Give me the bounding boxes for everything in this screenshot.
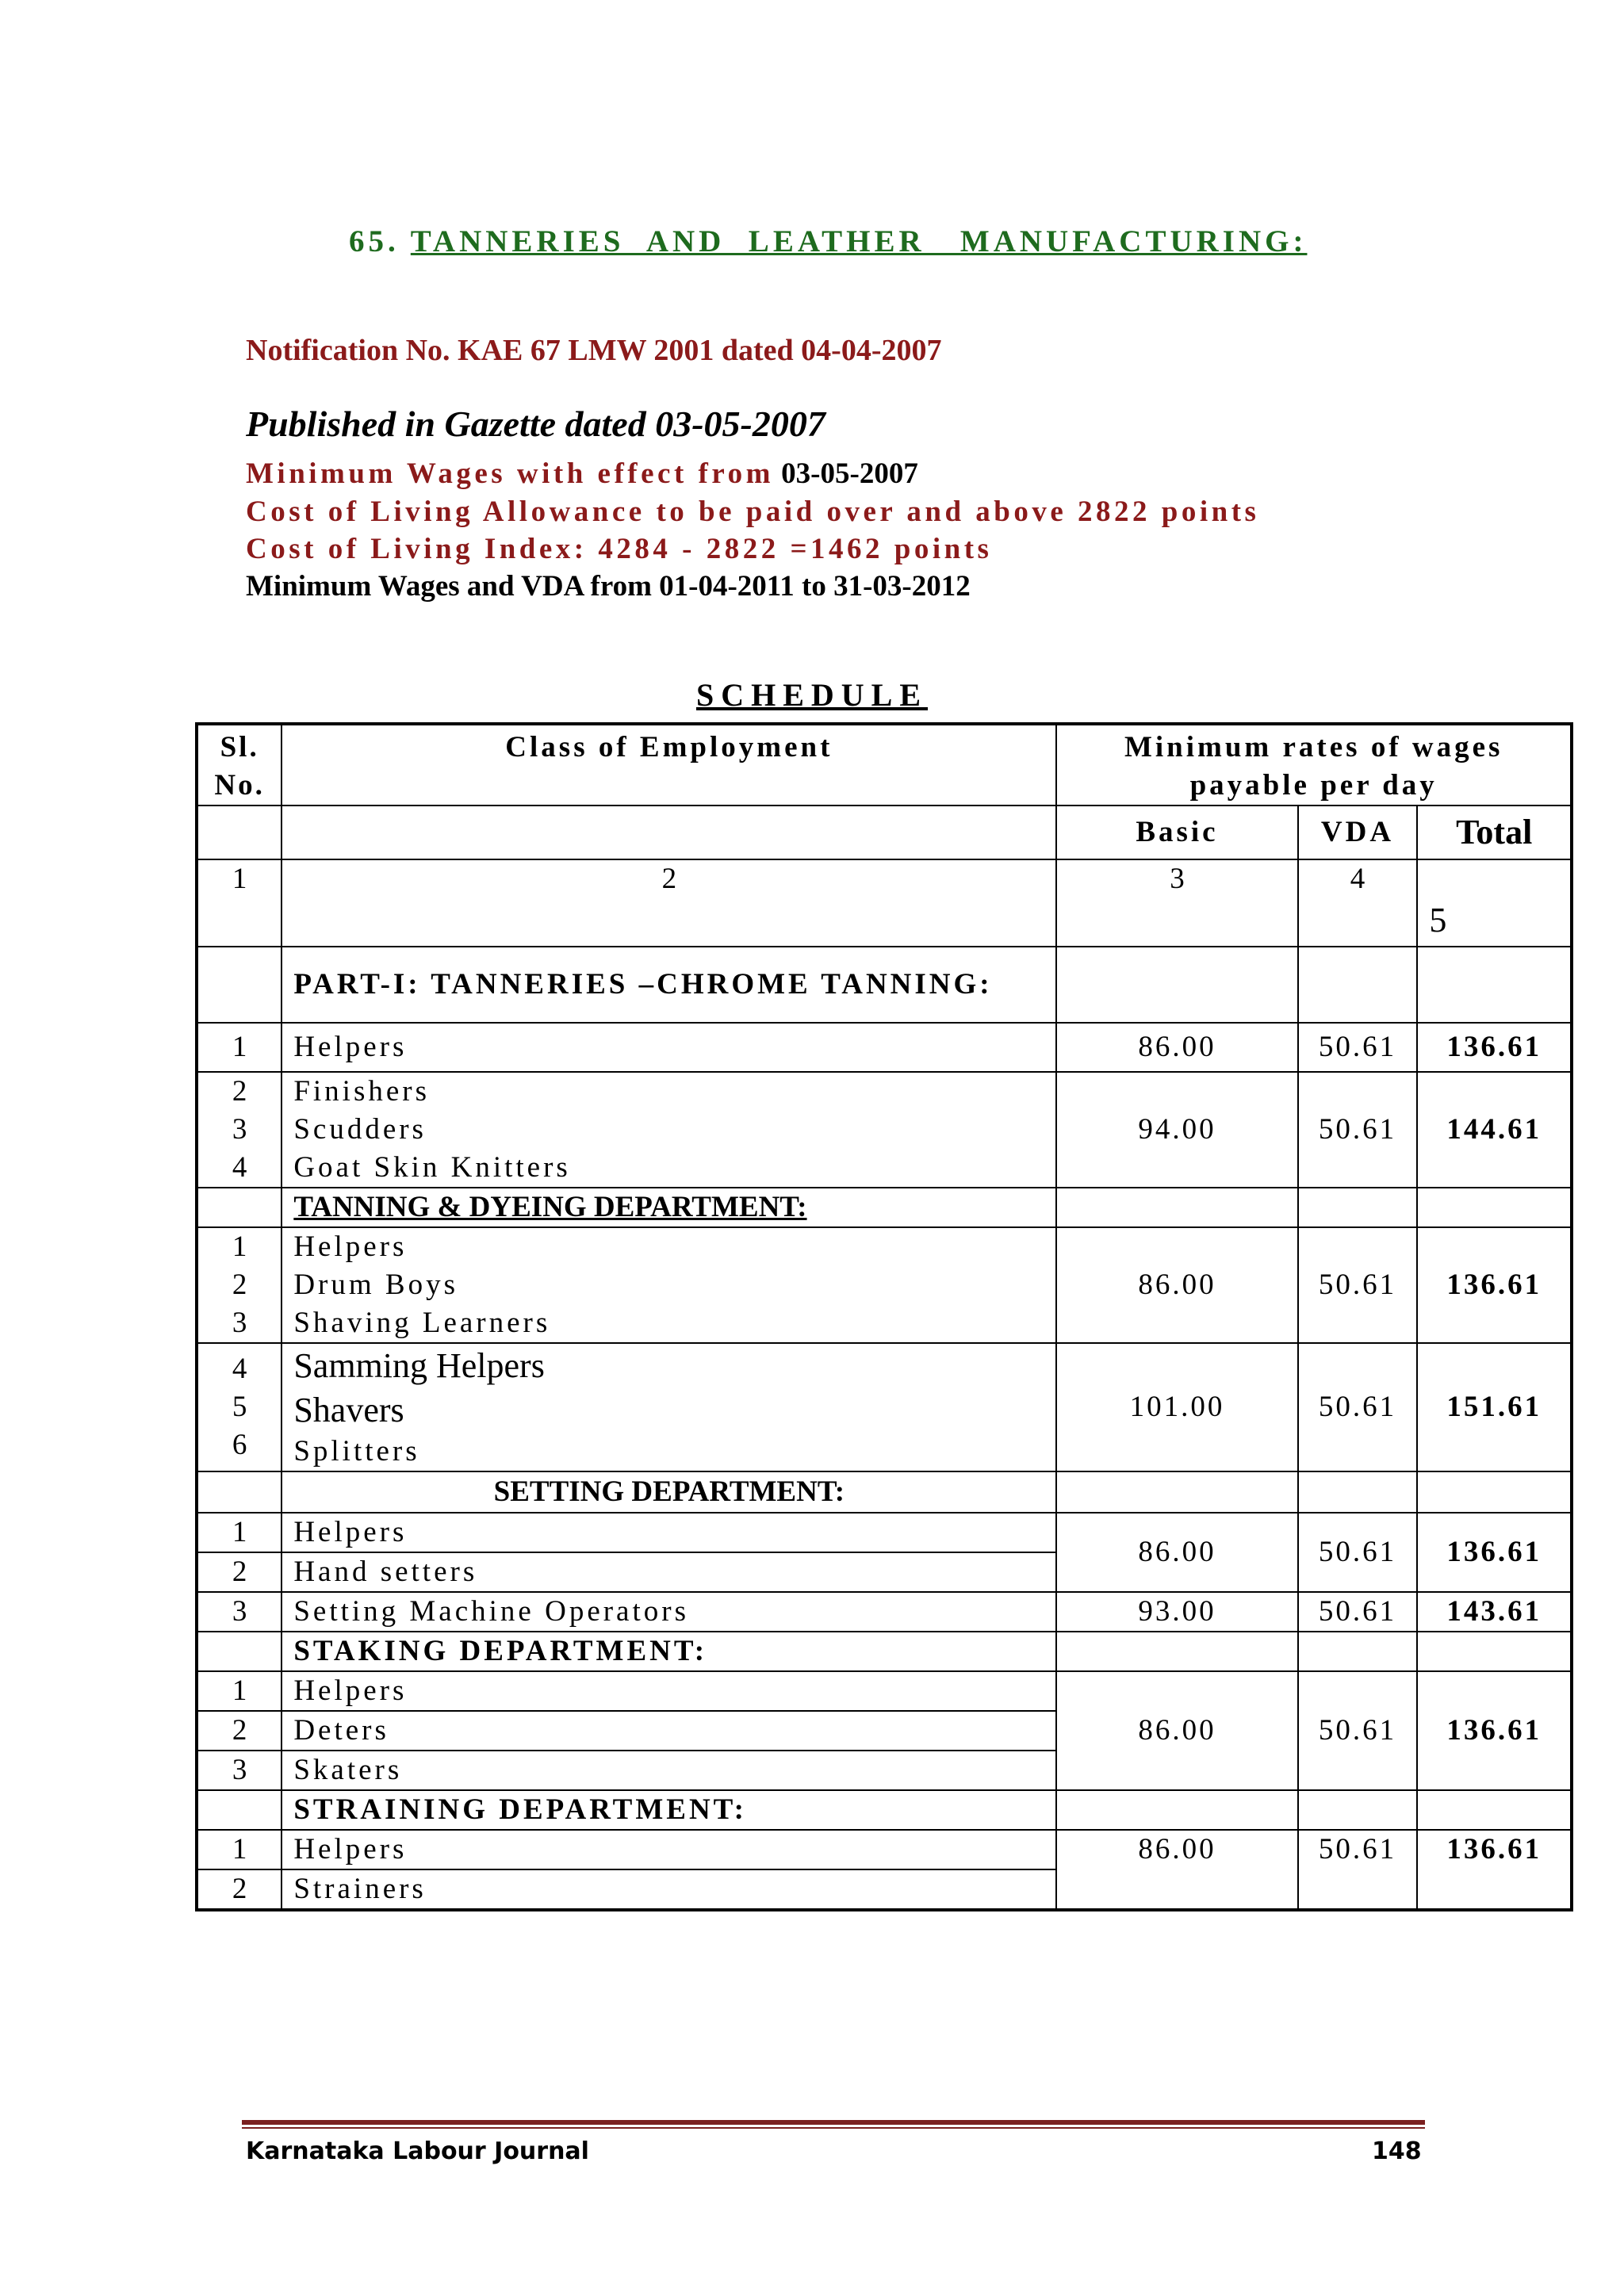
section-heading — [349, 224, 1307, 259]
table-row — [197, 1227, 1572, 1343]
col-num-1: 1 — [197, 859, 282, 947]
row-vda: 50.61 — [1298, 1227, 1418, 1343]
row-class: Helpers — [282, 1671, 1056, 1711]
row-class: Deters — [282, 1711, 1056, 1751]
col-num-2: 2 — [282, 859, 1056, 947]
row-total: 136.61 — [1417, 1830, 1572, 1910]
header-basic: Basic — [1056, 806, 1297, 859]
table-row — [197, 1671, 1572, 1711]
row-basic: 93.00 — [1056, 1592, 1297, 1632]
row-total: 136.61 — [1417, 1513, 1572, 1592]
row-class: Hand setters — [282, 1552, 1056, 1592]
header-total: Total — [1417, 806, 1572, 859]
effect-label: Minimum Wages with effect from — [246, 457, 774, 490]
row-class: Skaters — [282, 1751, 1056, 1790]
row-vda: 50.61 — [1298, 1513, 1418, 1592]
table-row — [197, 1513, 1572, 1552]
effect-date: 03-05-2007 — [781, 457, 918, 490]
row-sl: 2 3 4 — [197, 1072, 282, 1188]
column-number-row — [197, 859, 1572, 947]
part1-title: PART-I: TANNERIES –CHROME TANNING: — [282, 947, 1056, 1023]
table-header-row — [197, 724, 1572, 806]
staking-title: STAKING DEPARTMENT: — [282, 1632, 1056, 1671]
section-row — [197, 1790, 1572, 1830]
row-total: 136.61 — [1417, 1023, 1572, 1072]
row-sl: 1 — [197, 1023, 282, 1072]
row-total: 144.61 — [1417, 1072, 1572, 1188]
row-class: Helpers — [282, 1830, 1056, 1869]
row-total: 151.61 — [1417, 1343, 1572, 1471]
header-vda: VDA — [1298, 806, 1418, 859]
header-class: Class of Employment — [282, 724, 1056, 806]
table-row — [197, 1023, 1572, 1072]
table-row — [197, 1830, 1572, 1869]
header-min-rates: Minimum rates of wages payable per day — [1056, 724, 1572, 806]
section-title: TANNERIES AND LEATHER MANUFACTURING: — [410, 224, 1308, 258]
row-sl: 3 — [197, 1751, 282, 1790]
footer-rule-thin — [242, 2127, 1425, 2129]
row-class: Finishers Scudders Goat Skin Knitters — [282, 1072, 1056, 1188]
row-vda: 50.61 — [1298, 1023, 1418, 1072]
row-class: Helpers — [282, 1023, 1056, 1072]
index-line: Cost of Living Index: 4284 - 2822 =1462 points — [246, 533, 993, 565]
col-num-4: 4 — [1298, 859, 1418, 947]
row-vda: 50.61 — [1298, 1671, 1418, 1790]
row-sl: 1 2 3 — [197, 1227, 282, 1343]
row-vda: 50.61 — [1298, 1343, 1418, 1471]
row-basic: 94.00 — [1056, 1072, 1297, 1188]
section-row — [197, 947, 1572, 1023]
row-basic: 101.00 — [1056, 1343, 1297, 1471]
row-basic: 86.00 — [1056, 1513, 1297, 1592]
row-class: Setting Machine Operators — [282, 1592, 1056, 1632]
table-subheader-row — [197, 806, 1572, 859]
row-class: Helpers — [282, 1513, 1056, 1552]
row-total: 136.61 — [1417, 1671, 1572, 1790]
row-sl: 2 — [197, 1869, 282, 1910]
row-vda: 50.61 — [1298, 1072, 1418, 1188]
section-row — [197, 1471, 1572, 1513]
section-number: 65. — [349, 224, 400, 258]
tanning-title: TANNING & DYEING DEPARTMENT: — [282, 1188, 1056, 1227]
notification-line: Notification No. KAE 67 LMW 2001 dated 04-04-2007 — [246, 334, 942, 367]
header-sl: Sl. No. — [197, 724, 282, 806]
row-sl: 1 — [197, 1830, 282, 1869]
wage-schedule-table — [195, 722, 1573, 1911]
row-sl: 2 — [197, 1552, 282, 1592]
section-row — [197, 1188, 1572, 1227]
section-row — [197, 1632, 1572, 1671]
footer-rule — [242, 2120, 1425, 2125]
footer-journal: Karnataka Labour Journal — [246, 2137, 589, 2165]
row-class: Strainers — [282, 1869, 1056, 1910]
table-row — [197, 1072, 1572, 1188]
row-class: Helpers Drum Boys Shaving Learners — [282, 1227, 1056, 1343]
col-num-3: 3 — [1056, 859, 1297, 947]
row-basic: 86.00 — [1056, 1671, 1297, 1790]
gazette-line: Published in Gazette dated 03-05-2007 — [246, 404, 825, 444]
row-class: Samming Helpers Shavers Splitters — [282, 1343, 1056, 1471]
row-sl: 3 — [197, 1592, 282, 1632]
row-sl: 1 — [197, 1513, 282, 1552]
row-basic: 86.00 — [1056, 1830, 1297, 1910]
row-sl: 2 — [197, 1711, 282, 1751]
row-sl: 4 5 6 — [197, 1343, 282, 1471]
row-sl: 1 — [197, 1671, 282, 1711]
cola-line: Cost of Living Allowance to be paid over and above 2822 points — [246, 496, 1260, 528]
schedule-title: SCHEDULE — [695, 677, 929, 713]
row-basic: 86.00 — [1056, 1227, 1297, 1343]
col-num-5: 5 — [1417, 859, 1572, 947]
row-vda: 50.61 — [1298, 1830, 1418, 1910]
table-row — [197, 1343, 1572, 1471]
page-number: 148 — [1372, 2137, 1422, 2165]
row-total: 136.61 — [1417, 1227, 1572, 1343]
setting-title: SETTING DEPARTMENT: — [282, 1471, 1056, 1513]
effect-line — [246, 457, 918, 491]
row-total: 143.61 — [1417, 1592, 1572, 1632]
period-line: Minimum Wages and VDA from 01-04-2011 to 31-03-2012 — [246, 570, 971, 603]
straining-title: STRAINING DEPARTMENT: — [282, 1790, 1056, 1830]
table-row — [197, 1592, 1572, 1632]
row-vda: 50.61 — [1298, 1592, 1418, 1632]
row-basic: 86.00 — [1056, 1023, 1297, 1072]
